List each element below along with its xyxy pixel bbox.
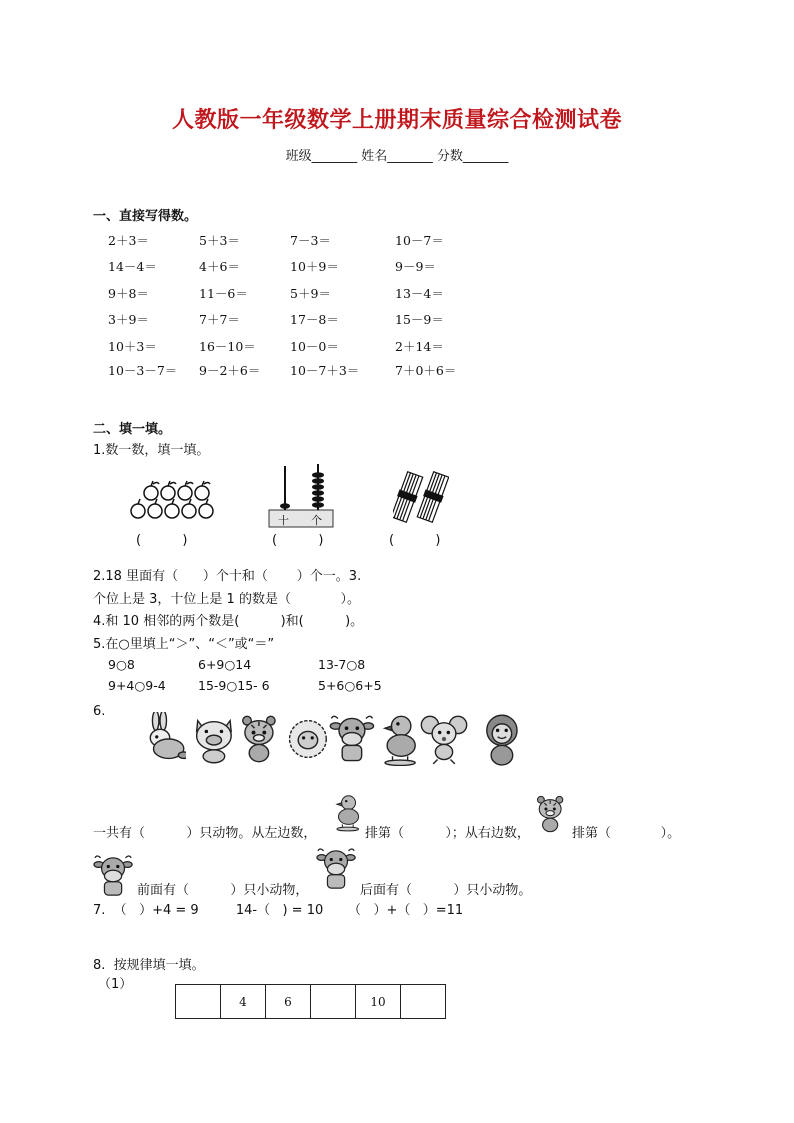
apple-icon <box>148 499 162 518</box>
calc-problem: 10－0＝ <box>290 339 339 354</box>
question-3: 个位上是 3，十位上是 1 的数是（ ）。 <box>93 592 361 607</box>
cow-icon <box>93 852 135 904</box>
answer-blank-abacus[interactable]: ( ) <box>272 533 324 548</box>
q6-line1-part3: 排第（ ）。 <box>572 826 681 841</box>
sequence-cell[interactable]: 6 <box>266 985 311 1019</box>
question-5: 5.在○里填上“＞”、“＜”或“＝” <box>93 637 275 652</box>
sequence-cell[interactable] <box>401 985 446 1019</box>
sequence-cell[interactable] <box>311 985 356 1019</box>
cow-icon <box>316 845 358 897</box>
apple-icon <box>131 499 145 518</box>
sequence-row <box>176 985 446 1019</box>
question-8: 8. 按规律填一填。 <box>93 958 205 973</box>
q6-line1-part1: 一共有（ ）只动物。从左边数， <box>93 826 317 841</box>
abacus-icon <box>268 462 334 528</box>
question-4: 4.和 10 相邻的两个数是( )和( )。 <box>93 614 364 629</box>
sequence-cell[interactable] <box>176 985 221 1019</box>
apple-icon <box>195 481 210 500</box>
calc-problem: 5＋9＝ <box>290 286 331 301</box>
calc-problem: 7＋7＝ <box>199 312 240 327</box>
calc-problem: 9－2＋6＝ <box>199 363 261 378</box>
calc-problem: 10－7＋3＝ <box>290 363 360 378</box>
answer-blank-apples[interactable]: ( ) <box>136 533 188 548</box>
page-title: 人教版一年级数学上册期末质量综合检测试卷 <box>171 108 622 133</box>
calc-problem: 13－4＝ <box>395 286 444 301</box>
calc-problem: 10－7＝ <box>395 233 444 248</box>
q6-line2-part1: 前面有（ ）只小动物， <box>137 883 309 898</box>
question-2: 2.18 里面有（ ）个十和（ ）个一。3. <box>93 569 362 584</box>
section1-heading: 一、直接写得数。 <box>93 209 198 224</box>
abacus-tens-label: 十 <box>278 514 289 527</box>
abacus-ones-label: 个 <box>311 514 322 527</box>
apples-picture <box>128 476 218 522</box>
compare-item[interactable]: 6+9○14 <box>198 657 252 672</box>
calc-problem: 2＋3＝ <box>108 233 149 248</box>
sequence-table <box>175 984 446 1019</box>
calc-problem: 11－6＝ <box>199 286 248 301</box>
q6-line2-part2: 后面有（ ）只小动物。 <box>360 883 532 898</box>
answer-blank-sticks[interactable]: ( ) <box>389 533 441 548</box>
compare-item[interactable]: 15-9○15- 6 <box>198 678 270 693</box>
question-6: 6. <box>93 704 106 719</box>
calc-problem: 7－3＝ <box>290 233 331 248</box>
chick-icon <box>330 790 364 838</box>
section2-heading: 二、填一填。 <box>93 422 172 437</box>
compare-item[interactable]: 9+4○9-4 <box>108 678 166 693</box>
calc-problem: 10＋3＝ <box>108 339 157 354</box>
calc-problem: 5＋3＝ <box>199 233 240 248</box>
calc-problem: 15－9＝ <box>395 312 444 327</box>
apple-icon <box>144 481 159 500</box>
sequence-cell[interactable]: 10 <box>356 985 401 1019</box>
apple-icon <box>165 499 179 518</box>
stick-bundles-picture <box>393 470 449 524</box>
monkey-icon <box>477 712 529 770</box>
sequence-cell[interactable]: 4 <box>221 985 266 1019</box>
apple-icon <box>199 499 213 518</box>
tiger-icon <box>234 712 286 770</box>
tiger-icon <box>532 793 570 839</box>
question-7: 7. （ ）+4 = 9 14-（ ) = 10 （ ）+（ ）=11 <box>93 903 464 918</box>
compare-item[interactable]: 5+6○6+5 <box>318 678 382 693</box>
calc-problem: 16－10＝ <box>199 339 256 354</box>
calc-problem: 14－4＝ <box>108 259 157 274</box>
apple-icon <box>178 481 193 500</box>
mouse-icon <box>418 712 470 770</box>
calc-problem: 9＋8＝ <box>108 286 149 301</box>
calc-problem: 10＋9＝ <box>290 259 339 274</box>
question-1: 1.数一数，填一填。 <box>93 443 210 458</box>
calc-problem: 10－3－7＝ <box>108 363 178 378</box>
compare-item[interactable]: 13-7○8 <box>318 657 366 672</box>
student-info-line: 班级_______ 姓名_______ 分数_______ <box>285 149 509 164</box>
calc-problem: 9－9＝ <box>395 259 436 274</box>
rabbit-icon <box>134 712 186 770</box>
calc-problem: 7＋0＋6＝ <box>395 363 457 378</box>
question-8-sub1: （1） <box>98 977 133 992</box>
calc-problem: 2＋14＝ <box>395 339 444 354</box>
cow-icon <box>327 712 379 770</box>
apple-icon <box>161 481 176 500</box>
calc-problem: 4＋6＝ <box>199 259 240 274</box>
compare-item[interactable]: 9○8 <box>108 657 135 672</box>
apple-icon <box>182 499 196 518</box>
calc-problem: 3＋9＝ <box>108 312 149 327</box>
q6-line1-part2: 排第（ ）；从右边数， <box>365 826 530 841</box>
calc-problem: 17－8＝ <box>290 312 339 327</box>
